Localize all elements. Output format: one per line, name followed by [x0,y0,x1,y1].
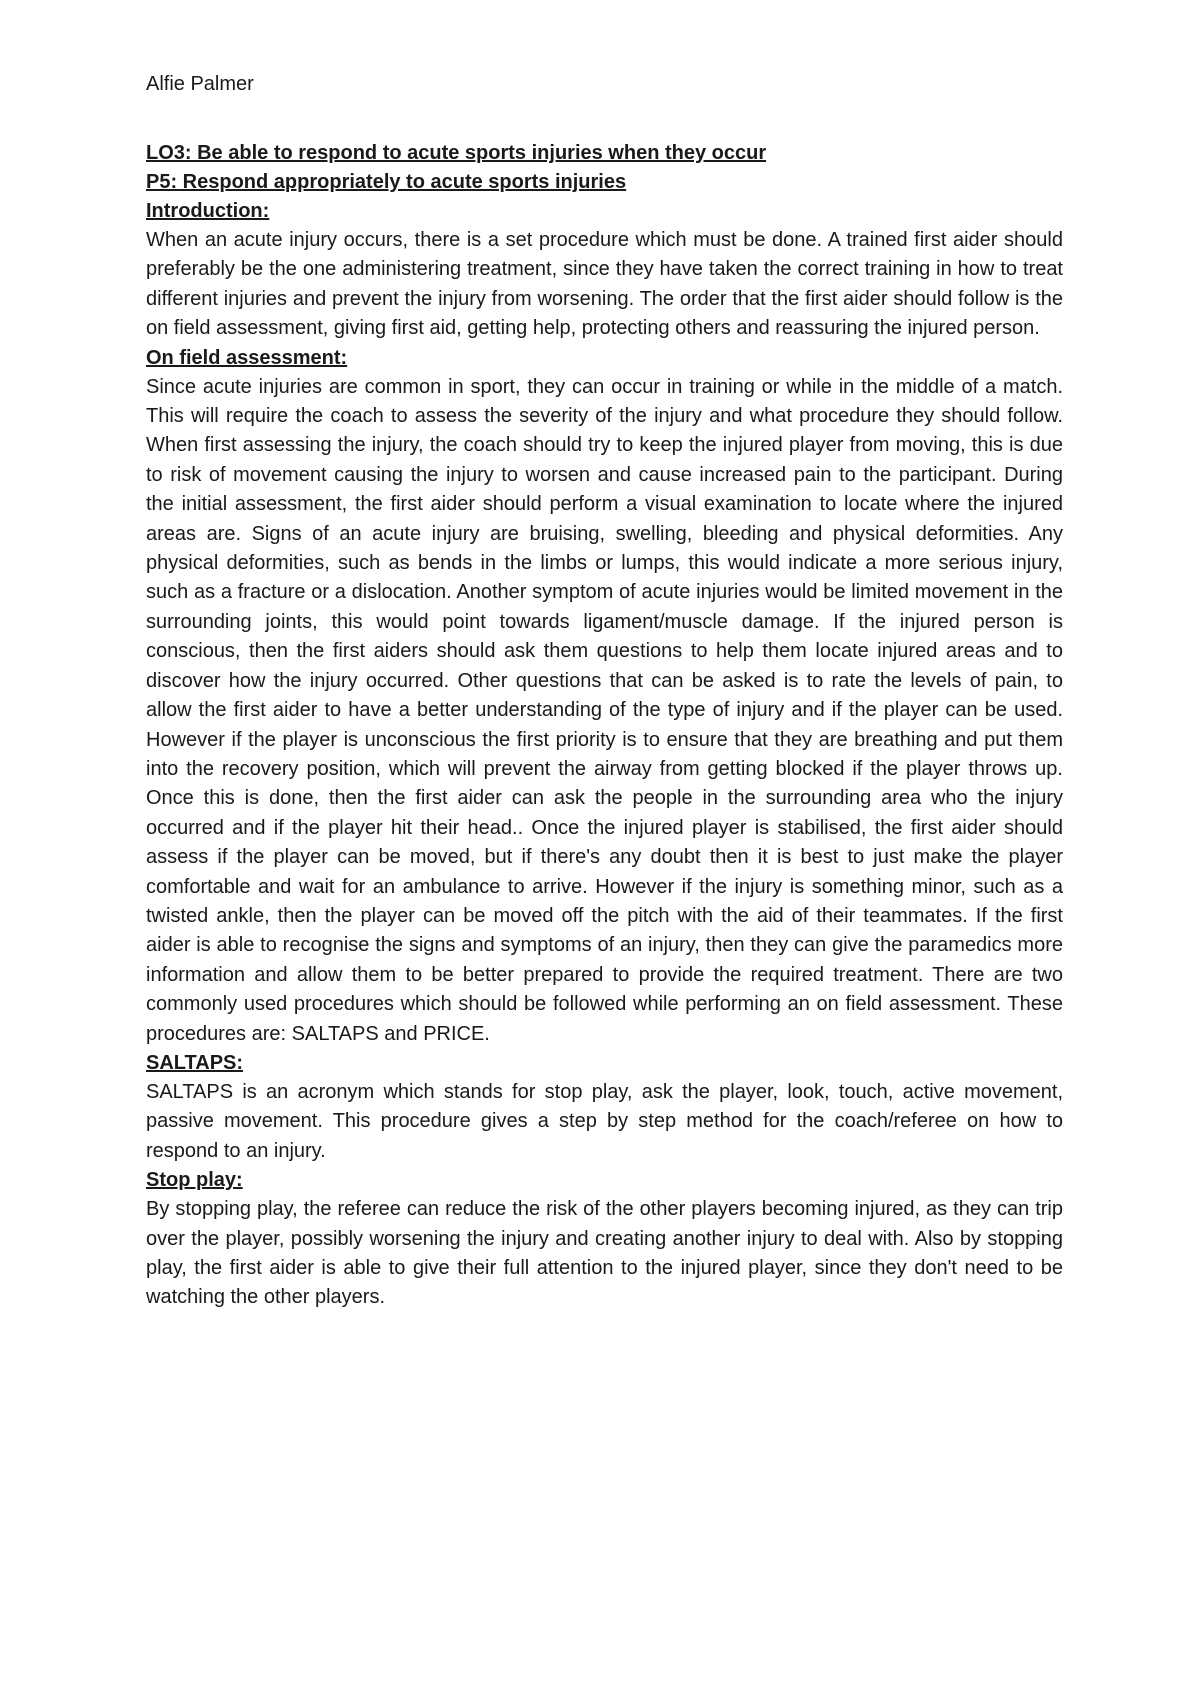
author-name: Alfie Palmer [146,73,254,95]
introduction-paragraph: When an acute injury occurs, there is a set procedure which must be done. A trained first aider should preferably be the one administering treatment, since they have taken the correct training in how to treat different injuries and prevent the injury from worsening. The order that the first aider should follow is the on field assessment, giving first aid, getting help, protecting others and reassuring the injured person. [146,229,1063,340]
stop-play-heading: Stop play: [146,1169,243,1192]
saltaps-heading: SALTAPS: [146,1051,244,1074]
learning-outcome-title: LO3: Be able to respond to acute sports injuries when they occur [146,142,767,164]
introduction-heading: Introduction: [146,200,270,222]
on-field-assessment-paragraph: Since acute injuries are common in sport, they can occur in training or while in the middle of a match. This will require the coach to assess the severity of the injury and what procedure they should follow. When first assessing the injury, the coach should try to keep the injured player from moving, this is due to risk of movement causing the injury to worsen and cause increased pain to the participant. During the initial assessment, the first aider should perform a visual examination to locate where the injured areas are. Signs of an acute injury are bruising, swelling, bleeding and physical deformities. Any physical deformities, such as bends in the limbs or lumps, this would indicate a more serious injury, such as a fracture or a dislocation. Another symptom of acute injuries would be limited movement in the surrounding joints, this would point towards ligament/muscle damage. If the injured person is conscious, then the first aiders should ask them questions to help them locate injured areas and to discover how the injury occurred. Other questions that can be asked is to rate the levels of pain, to allow the first aider to have a better understanding of the type of injury and if the player can be used. However if the player is unconscious the first priority is to ensure that they are breathing and put them into the recovery position, which will prevent the airway from getting blocked if the player throws up. Once this is done, then the first aider can ask the people in the surrounding area who the injury occurred and if the player hit their head.. Once the injured player is stabilised, the first aider should assess if the player can be moved, but if there's any doubt then it is best to just make the player comfortable and wait for an ambulance to arrive. However if the injury is something minor, such as a twisted ankle, then the player can be moved off the pitch with the aid of their teammates. If the first aider is able to recognise the signs and symptoms of an injury, then they can give the paramedics more information and allow them to be better prepared to provide the required treatment. There are two commonly used procedures which should be followed while performing an on field assessment. These procedures are: SALTAPS and PRICE. [146,375,1063,1045]
stop-play-paragraph: By stopping play, the referee can reduce the risk of the other players becoming injured, as they can trip over the player, possibly worsening the injury and creating another injury to deal with. Also by stopping play, the first aider is able to give their full attention to the injured player, since they don't need to be watching the other players. [146,1198,1063,1309]
saltaps-paragraph: SALTAPS is an acronym which stands for stop play, ask the player, look, touch, active movement, passive movement. This procedure gives a step by step method for the coach/referee on how to respond to an injury. [146,1080,1063,1162]
criterion-title: P5: Respond appropriately to acute sports injuries [146,171,627,193]
on-field-assessment-heading: On field assessment: [146,346,348,369]
